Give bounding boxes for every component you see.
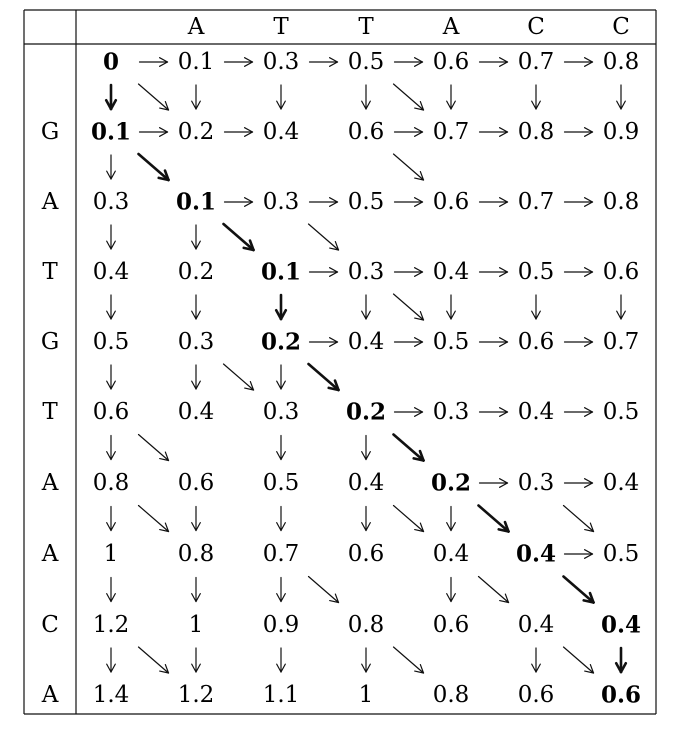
- diagonal-arrow: [394, 84, 424, 110]
- score-cell: 0.6: [432, 49, 470, 75]
- diagonal-arrow: [394, 294, 424, 320]
- score-cell: 0.6: [92, 399, 130, 425]
- score-cell: 0.1: [175, 188, 217, 216]
- right-arrow: [565, 479, 593, 488]
- score-cell: 0.6: [177, 470, 215, 496]
- score-cell: 0.4: [262, 119, 300, 145]
- column-header: T: [358, 14, 374, 40]
- column-headers: [187, 14, 630, 40]
- row-header: T: [42, 399, 58, 425]
- score-cell: 0.8: [517, 119, 555, 145]
- score-cell: 0.8: [177, 541, 215, 567]
- diagonal-arrow: [394, 506, 424, 532]
- score-cell: 0.4: [177, 399, 215, 425]
- diagonal-arrow: [139, 84, 169, 110]
- right-arrow: [565, 198, 593, 207]
- diagonal-arrow: [394, 154, 424, 180]
- score-cell: 0.8: [602, 189, 640, 215]
- right-arrow: [480, 268, 508, 277]
- score-cell: 1: [103, 541, 119, 567]
- score-cell: 0.3: [517, 470, 555, 496]
- right-arrow: [565, 268, 593, 277]
- down-arrow: [362, 507, 371, 531]
- right-arrow: [480, 128, 508, 137]
- score-cell: 0.5: [347, 189, 385, 215]
- score-cell: 0.7: [262, 541, 300, 567]
- right-arrow: [225, 198, 253, 207]
- diagonal-arrow: [309, 577, 339, 603]
- score-cell: 0.2: [177, 119, 215, 145]
- down-arrow: [192, 225, 201, 249]
- score-cell: 0.4: [432, 541, 470, 567]
- score-cell: 0.5: [347, 49, 385, 75]
- table-frame: [24, 10, 656, 714]
- score-cell: 0.3: [262, 399, 300, 425]
- down-arrow: [107, 155, 116, 179]
- right-arrow: [565, 408, 593, 417]
- diagonal-arrow: [139, 435, 169, 461]
- down-arrow: [277, 648, 286, 672]
- score-cell: 0.1: [90, 118, 132, 146]
- score-cell: 0.6: [347, 541, 385, 567]
- down-arrow: [617, 85, 626, 109]
- score-cell: 0.2: [430, 469, 472, 497]
- diagonal-arrow: [564, 577, 594, 603]
- right-arrow: [225, 128, 253, 137]
- down-arrow: [362, 85, 371, 109]
- score-cell: 0.6: [602, 259, 640, 285]
- score-cell: 0.8: [92, 470, 130, 496]
- down-arrow: [277, 507, 286, 531]
- row-header: A: [41, 189, 59, 215]
- score-cell: 0.7: [517, 189, 555, 215]
- score-cell: 0.9: [602, 119, 640, 145]
- diagonal-arrow: [224, 224, 254, 250]
- right-arrow: [310, 338, 338, 347]
- right-arrow: [395, 338, 423, 347]
- score-cell: 1: [188, 612, 204, 638]
- diagonal-arrow: [139, 647, 169, 673]
- diagonal-arrow: [309, 364, 339, 390]
- diagonal-arrow: [309, 224, 339, 250]
- row-header: T: [42, 259, 58, 285]
- down-arrow: [277, 578, 286, 602]
- score-cell: 0.2: [345, 398, 387, 426]
- diagonal-arrow: [394, 647, 424, 673]
- down-arrow: [192, 648, 201, 672]
- down-arrow: [107, 365, 116, 389]
- score-cell: 0.4: [600, 611, 642, 639]
- score-cell: 0.4: [517, 399, 555, 425]
- score-cell: 0.8: [432, 682, 470, 708]
- score-cell: 0.5: [517, 259, 555, 285]
- down-arrow: [277, 436, 286, 460]
- score-cell: 1: [358, 682, 374, 708]
- down-arrow: [362, 436, 371, 460]
- diagonal-arrow: [564, 647, 594, 673]
- score-cell: 0.5: [92, 329, 130, 355]
- right-arrow: [565, 550, 593, 559]
- down-arrow: [532, 295, 541, 319]
- column-header: T: [273, 14, 289, 40]
- score-cell: 0.3: [92, 189, 130, 215]
- right-arrow: [140, 58, 168, 67]
- row-header: A: [41, 682, 59, 708]
- traceback-arrows: [103, 58, 626, 673]
- score-cell: 1.2: [177, 682, 215, 708]
- down-arrow: [107, 507, 116, 531]
- column-header: A: [187, 14, 205, 40]
- score-cell: 0.7: [517, 49, 555, 75]
- right-arrow: [225, 58, 253, 67]
- down-arrow: [192, 507, 201, 531]
- right-arrow: [565, 338, 593, 347]
- diagonal-arrow: [139, 154, 169, 180]
- score-cell: 0.1: [177, 49, 215, 75]
- score-cell: 0.6: [432, 189, 470, 215]
- score-cell: 1.4: [92, 682, 130, 708]
- score-cell: 0.9: [262, 612, 300, 638]
- score-cell: 0.5: [262, 470, 300, 496]
- row-header: G: [40, 119, 60, 145]
- down-arrow: [107, 436, 116, 460]
- down-arrow: [107, 648, 116, 672]
- down-arrow: [362, 648, 371, 672]
- score-cell: 0.7: [432, 119, 470, 145]
- score-cell: 0.7: [602, 329, 640, 355]
- diagonal-arrow: [139, 506, 169, 532]
- score-cell: 0.6: [600, 681, 642, 709]
- score-cell: 0.4: [92, 259, 130, 285]
- row-headers: [41, 119, 60, 708]
- down-arrow: [532, 85, 541, 109]
- score-cells: [91, 49, 641, 709]
- diagonal-arrow: [479, 506, 509, 532]
- diagonal-arrow: [479, 577, 509, 603]
- right-arrow: [480, 58, 508, 67]
- row-header: G: [40, 329, 60, 355]
- down-arrow: [276, 295, 286, 319]
- score-cell: 0.6: [347, 119, 385, 145]
- score-cell: 0.5: [432, 329, 470, 355]
- score-cell: 0.3: [432, 399, 470, 425]
- right-arrow: [140, 128, 168, 137]
- score-cell: 0.4: [602, 470, 640, 496]
- down-arrow: [192, 295, 201, 319]
- down-arrow: [616, 648, 626, 672]
- row-header: C: [41, 612, 59, 638]
- score-cell: 0.4: [517, 612, 555, 638]
- score-cell: 0.2: [260, 328, 302, 356]
- right-arrow: [395, 198, 423, 207]
- down-arrow: [447, 85, 456, 109]
- score-cell: 0.2: [177, 259, 215, 285]
- column-header: C: [612, 14, 630, 40]
- score-cell: 0.3: [262, 49, 300, 75]
- right-arrow: [480, 198, 508, 207]
- diagonal-arrow: [564, 506, 594, 532]
- score-cell: 0.8: [347, 612, 385, 638]
- score-cell: 0.4: [347, 470, 385, 496]
- score-cell: 0: [102, 48, 120, 76]
- right-arrow: [395, 408, 423, 417]
- down-arrow: [192, 85, 201, 109]
- right-arrow: [310, 198, 338, 207]
- down-arrow: [532, 648, 541, 672]
- score-cell: 0.4: [432, 259, 470, 285]
- score-cell: 0.5: [602, 399, 640, 425]
- column-header: C: [527, 14, 545, 40]
- right-arrow: [395, 128, 423, 137]
- score-cell: 0.6: [517, 682, 555, 708]
- score-cell: 0.6: [517, 329, 555, 355]
- score-cell: 1.2: [92, 612, 130, 638]
- down-arrow: [107, 225, 116, 249]
- down-arrow: [447, 507, 456, 531]
- score-cell: 0.4: [515, 540, 557, 568]
- down-arrow: [107, 578, 116, 602]
- down-arrow: [617, 295, 626, 319]
- score-cell: 0.3: [262, 189, 300, 215]
- score-cell: 0.6: [432, 612, 470, 638]
- row-header: A: [41, 470, 59, 496]
- down-arrow: [447, 295, 456, 319]
- score-cell: 1.1: [262, 682, 300, 708]
- down-arrow: [277, 85, 286, 109]
- right-arrow: [395, 58, 423, 67]
- diagonal-arrow: [224, 364, 254, 390]
- diagonal-arrow: [394, 435, 424, 461]
- score-cell: 0.5: [602, 541, 640, 567]
- down-arrow: [447, 578, 456, 602]
- score-cell: 0.1: [260, 258, 302, 286]
- down-arrow: [107, 295, 116, 319]
- score-cell: 0.3: [177, 329, 215, 355]
- down-arrow: [192, 578, 201, 602]
- down-arrow: [362, 295, 371, 319]
- right-arrow: [565, 58, 593, 67]
- down-arrow: [106, 85, 116, 109]
- right-arrow: [395, 268, 423, 277]
- right-arrow: [480, 479, 508, 488]
- down-arrow: [192, 365, 201, 389]
- score-cell: 0.4: [347, 329, 385, 355]
- right-arrow: [480, 338, 508, 347]
- row-header: A: [41, 541, 59, 567]
- score-cell: 0.3: [347, 259, 385, 285]
- score-cell: 0.8: [602, 49, 640, 75]
- right-arrow: [310, 268, 338, 277]
- column-header: A: [442, 14, 460, 40]
- right-arrow: [310, 58, 338, 67]
- down-arrow: [277, 365, 286, 389]
- right-arrow: [565, 128, 593, 137]
- right-arrow: [480, 408, 508, 417]
